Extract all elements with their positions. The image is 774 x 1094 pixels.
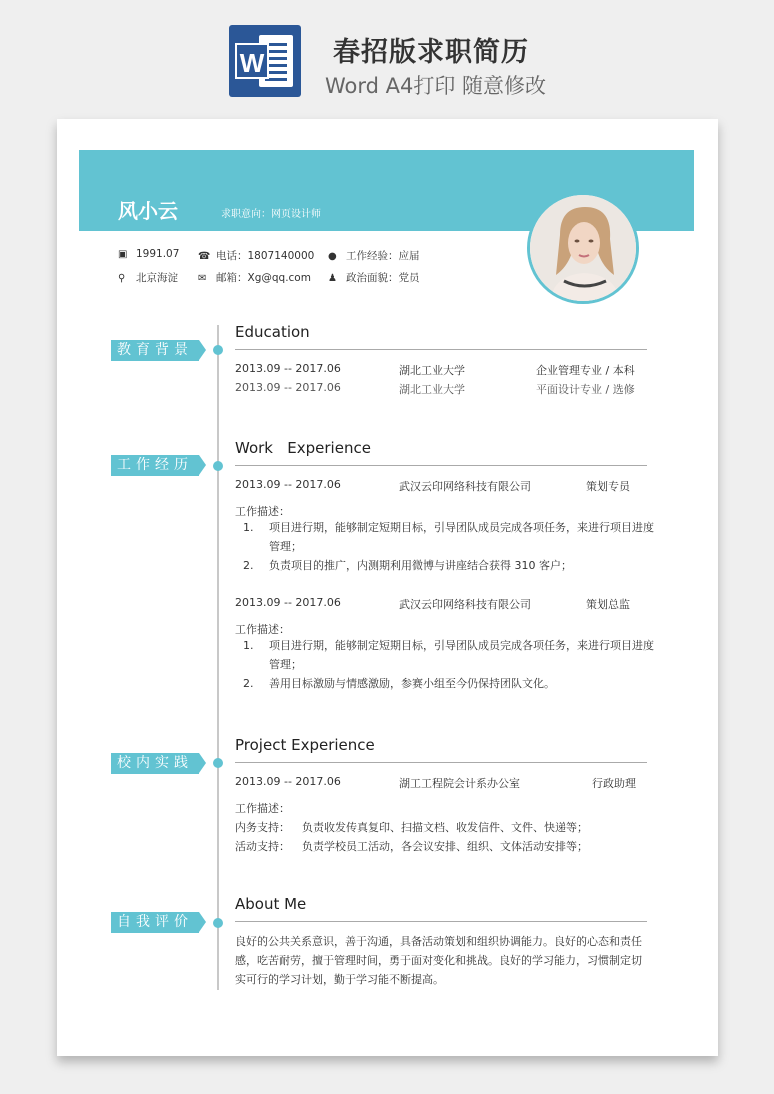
- label-arrow: [199, 912, 206, 932]
- section-label-project: 校内实践: [111, 753, 199, 774]
- chat-icon: ●: [328, 251, 337, 262]
- info-phone: ☎ 电话：1807140000: [198, 250, 315, 262]
- job-position: 策划专员: [586, 480, 630, 493]
- job-company: 武汉云印网络科技有限公司: [399, 480, 531, 493]
- job-date: 2013.09 -- 2017.06: [235, 478, 341, 491]
- section-label-education: 教育背景: [111, 340, 199, 361]
- promo-header: [0, 0, 774, 118]
- edu-date: 2013.09 -- 2017.06: [235, 362, 341, 375]
- word-icon: W: [229, 25, 301, 97]
- project-role: 行政助理: [592, 777, 636, 790]
- edu-date: 2013.09 -- 2017.06: [235, 381, 341, 394]
- candidate-name: 风小云: [118, 199, 178, 223]
- list-item: 2. 善用目标激励与情感激励，参赛小组至今仍保持团队文化。: [243, 677, 555, 690]
- profile-photo: [527, 192, 639, 304]
- edu-school: 湖北工业大学: [399, 364, 465, 377]
- project-line-key: 活动支持：: [235, 840, 290, 853]
- list-item: 1. 项目进行期，能够制定短期目标，引导团队成员完成各项任务，来进行项目进度管理；: [243, 521, 654, 553]
- timeline-dot: [213, 918, 223, 928]
- edu-major: 企业管理专业 / 本科: [536, 364, 635, 377]
- edu-school: 湖北工业大学: [399, 383, 465, 396]
- info-politics: ♟ 政治面貌：党员: [328, 272, 420, 284]
- location-pin-icon: ⚲: [118, 273, 126, 284]
- info-location: ⚲ 北京海淀: [118, 272, 178, 284]
- resume-page: [57, 119, 718, 1056]
- list-item: 2. 负责项目的推广，内测期利用微博与讲座结合获得 310 客户；: [243, 559, 572, 572]
- about-text: 良好的公共关系意识，善于沟通，具备活动策划和组织协调能力。良好的心态和责任感，吃苦耐劳，擅于管理时间，勇于面对变化和挑战。良好的学习能力，习惯制定切实可行的学习计划，勤于学习能不断提高。: [235, 935, 642, 986]
- list-item: 1. 项目进行期，能够制定短期目标，引导团队成员完成各项任务，来进行项目进度管理；: [243, 639, 654, 671]
- project-desc-label: 工作描述：: [235, 802, 290, 815]
- project-line-key: 内务支持：: [235, 821, 290, 834]
- calendar-icon: ▣: [118, 249, 128, 260]
- timeline-dot: [213, 758, 223, 768]
- section-rule: [235, 465, 647, 466]
- label-arrow: [199, 455, 206, 475]
- section-label-work: 工作经历: [111, 455, 199, 476]
- info-birth: ▣ 1991.07: [118, 248, 180, 260]
- timeline-dot: [213, 345, 223, 355]
- section-title-work: Work Experience: [235, 439, 371, 457]
- job-intent: 求职意向：网页设计师: [221, 209, 321, 220]
- info-email: ✉ 邮箱：Xg@qq.com: [198, 272, 311, 284]
- job-company: 武汉云印网络科技有限公司: [399, 598, 531, 611]
- promo-subtitle: Word A4打印 随意修改: [325, 74, 547, 98]
- section-title-about: About Me: [235, 895, 307, 913]
- job-date: 2013.09 -- 2017.06: [235, 596, 341, 609]
- promo-title: 春招版求职简历: [333, 37, 529, 68]
- timeline-line: [217, 325, 219, 990]
- section-label-about: 自我评价: [111, 912, 199, 933]
- section-rule: [235, 762, 647, 763]
- section-title-education: Education: [235, 323, 310, 341]
- label-arrow: [199, 340, 206, 360]
- phone-icon: ☎: [198, 251, 211, 262]
- job-position: 策划总监: [586, 598, 630, 611]
- project-date: 2013.09 -- 2017.06: [235, 775, 341, 788]
- label-arrow: [199, 753, 206, 773]
- info-experience: ● 工作经验：应届: [328, 250, 420, 262]
- project-org: 湖工工程院会计系办公室: [399, 777, 520, 790]
- job-desc-label: 工作描述：: [235, 623, 290, 636]
- edu-major: 平面设计专业 / 选修: [536, 383, 635, 396]
- section-title-project: Project Experience: [235, 736, 375, 754]
- user-icon: ♟: [328, 273, 337, 284]
- section-rule: [235, 921, 647, 922]
- mail-icon: ✉: [198, 273, 207, 284]
- section-rule: [235, 349, 647, 350]
- job-desc-label: 工作描述：: [235, 505, 290, 518]
- timeline-dot: [213, 461, 223, 471]
- project-line-value: 负责收发传真复印、扫描文档、收发信件、文件、快递等；: [302, 821, 588, 834]
- project-line-value: 负责学校员工活动，各会议安排、组织、文体活动安排等；: [302, 840, 588, 853]
